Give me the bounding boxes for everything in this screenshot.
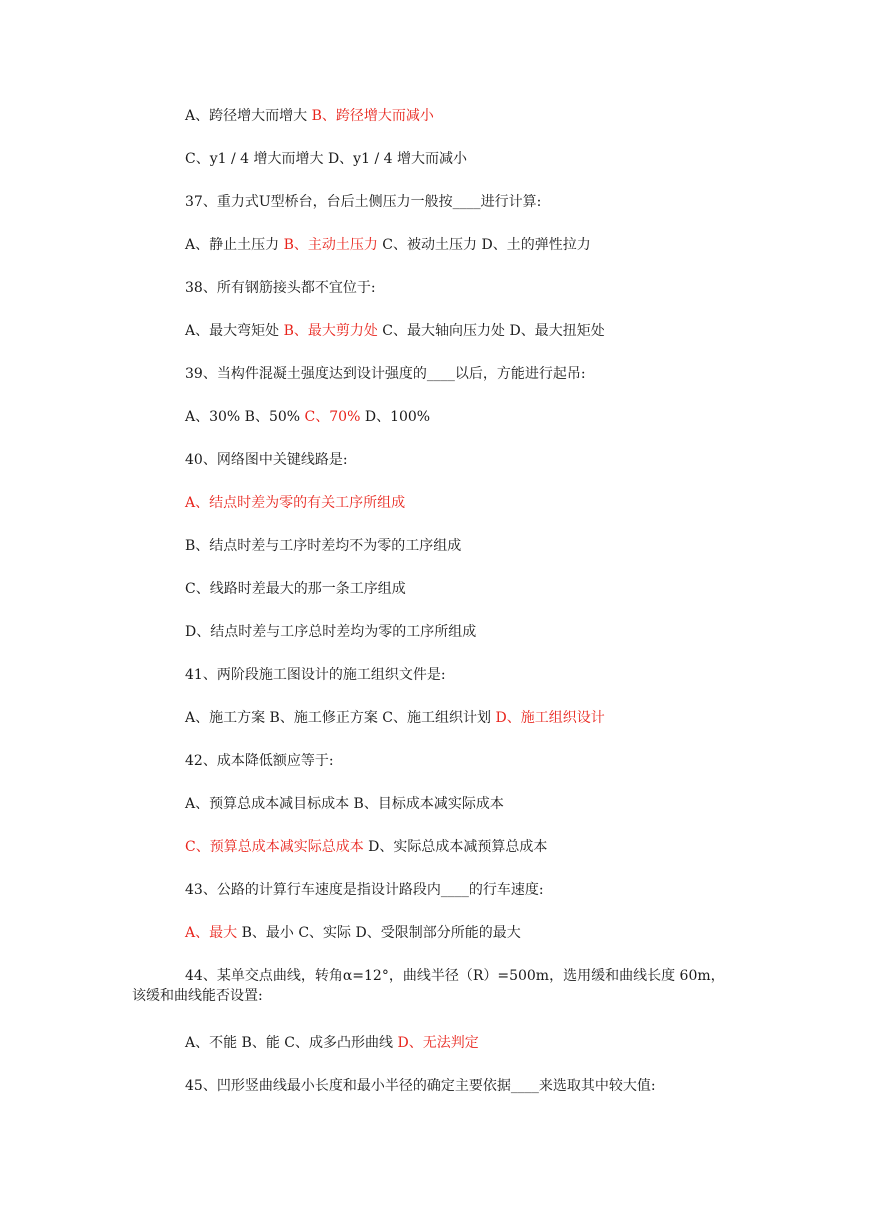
text-segment: A、跨径增大而增大 [185,108,312,124]
answer-option-c [185,579,406,599]
question-text: 43、公路的计算行车速度是指设计路段内____的行车速度: [185,882,544,898]
correct-answer: B、跨径增大而减小 [311,108,434,124]
answer-options-line [185,106,434,126]
question-text: 40、网络图中关键线路是: [185,452,348,468]
answer-options-line [185,407,430,427]
text-segment: D、100% [360,409,431,425]
question-38 [185,278,376,298]
correct-answer: D、施工组织设计 [495,710,605,726]
text-segment: A、不能 B、能 C、成多凸形曲线 [185,1035,398,1051]
answer-options-line [185,708,605,728]
answer-option-d [185,622,476,642]
question-text: 41、两阶段施工图设计的施工组织文件是: [185,667,446,683]
text-segment: D、实际总成本减预算总成本 [363,839,548,855]
text-segment: D、结点时差与工序总时差均为零的工序所组成 [185,624,477,640]
answer-option-b [185,536,461,556]
correct-answer: D、无法判定 [397,1035,479,1051]
question-42 [185,751,334,771]
text-segment: A、施工方案 B、施工修正方案 C、施工组织计划 [185,710,496,726]
text-segment: C、y1 / 4 增大而增大 D、y1 / 4 增大而减小 [185,151,467,167]
text-segment: A、30% B、50% [185,409,305,425]
question-40 [185,450,348,470]
question-text: 44、某单交点曲线，转角α=12°，曲线半径（R）=500m，选用缓和曲线长度 60m，该缓和曲线能否设置: [132,968,725,1004]
question-text: 38、所有钢筋接头都不宜位于: [185,280,376,296]
answer-options-line [185,923,521,943]
correct-answer: B、主动土压力 [283,237,378,253]
text-segment: A、最大弯矩处 [185,323,284,339]
answer-option-a [185,493,405,513]
text-segment: A、预算总成本减目标成本 B、目标成本减实际成本 [185,796,504,812]
question-text: 39、当构件混凝土强度达到设计强度的____以后，方能进行起吊: [185,366,586,382]
correct-answer: A、最大 [185,925,238,941]
text-segment: B、结点时差与工序时差均不为零的工序组成 [185,538,462,554]
answer-options-line [185,794,504,814]
correct-answer: B、最大剪力处 [283,323,378,339]
text-segment: C、线路时差最大的那一条工序组成 [185,581,406,597]
answer-options-line [185,1033,479,1053]
correct-answer: C、预算总成本减实际总成本 [185,839,364,855]
answer-options-line [185,149,467,169]
question-text: 45、凹形竖曲线最小长度和最小半径的确定主要依据____来选取其中较大值: [185,1078,656,1094]
question-39 [185,364,586,384]
text-segment: A、静止土压力 [185,237,284,253]
text-segment: C、被动土压力 D、土的弹性拉力 [377,237,591,253]
question-45 [185,1076,656,1096]
question-43 [185,880,544,900]
text-segment: C、最大轴向压力处 D、最大扭矩处 [377,323,605,339]
answer-options-line [185,837,547,857]
question-text: 42、成本降低额应等于: [185,753,334,769]
correct-answer: C、70% [304,409,361,425]
answer-options-line [185,321,605,341]
question-37 [185,192,541,212]
text-segment: B、最小 C、实际 D、受限制部分所能的最大 [237,925,521,941]
correct-answer: A、结点时差为零的有关工序所组成 [185,495,406,511]
question-text: 37、重力式U型桥台，台后土侧压力一般按____进行计算: [185,194,542,210]
answer-options-line [185,235,591,255]
question-44 [132,966,732,1006]
question-41 [185,665,446,685]
